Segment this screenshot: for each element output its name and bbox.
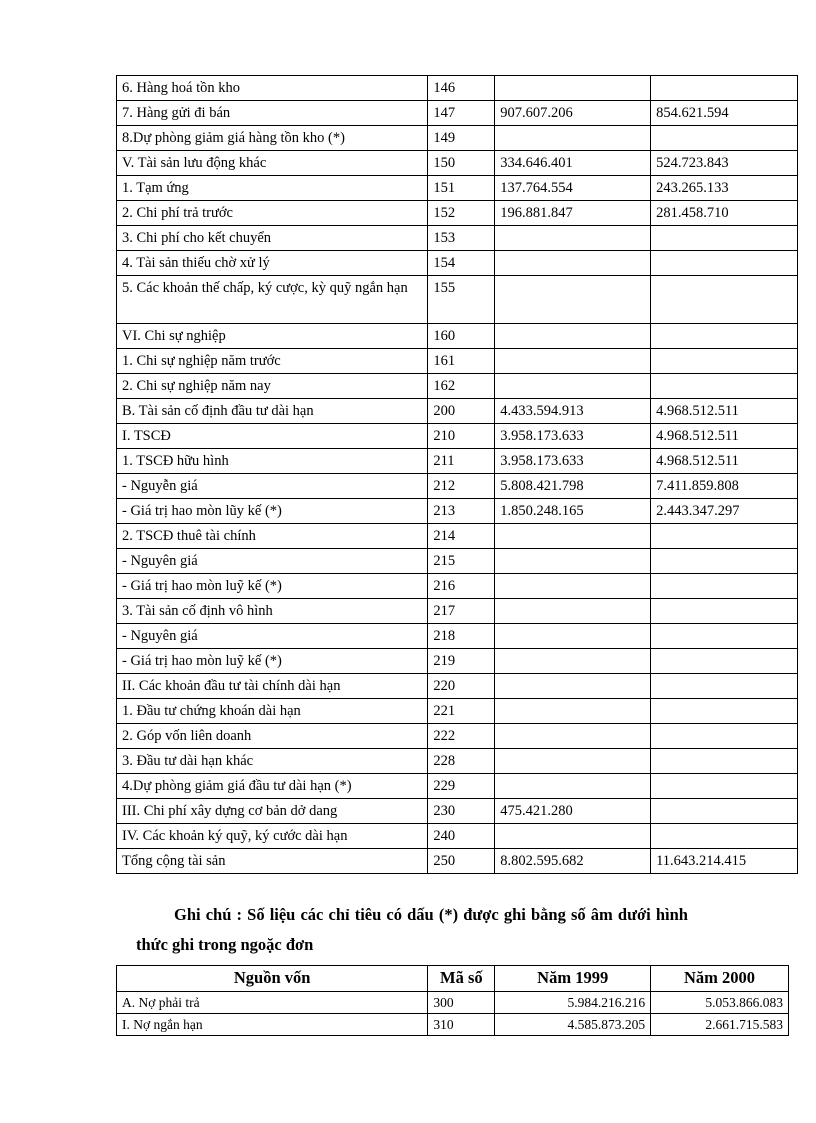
assets-table-body [117,76,798,874]
value-1999 [495,599,651,624]
value-1999 [495,674,651,699]
table-row [117,201,798,226]
row-label: 2. Góp vốn liên doanh [117,724,428,749]
value-2000 [651,649,798,674]
row-label: V. Tài sản lưu động khác [117,151,428,176]
value-1999: 5.808.421.798 [495,474,651,499]
value-2000: 854.621.594 [651,101,798,126]
value-2000 [651,524,798,549]
table-row [117,226,798,251]
value-1999: 1.850.248.165 [495,499,651,524]
capital-sources-body [117,992,789,1036]
row-code: 216 [428,574,495,599]
row-label: III. Chi phí xây dựng cơ bản dở dang [117,799,428,824]
row-label: 3. Đầu tư dài hạn khác [117,749,428,774]
header-row [117,966,789,992]
value-2000: 5.053.866.083 [651,992,789,1014]
table-row [117,524,798,549]
row-label: - Nguyên giá [117,549,428,574]
value-2000 [651,674,798,699]
table-row [117,324,798,349]
table-row [117,176,798,201]
table-row [117,624,798,649]
row-label: IV. Các khoản ký quỹ, ký cước dài hạn [117,824,428,849]
row-code: 300 [428,992,495,1014]
value-1999 [495,349,651,374]
value-2000 [651,699,798,724]
value-1999 [495,324,651,349]
row-label: 5. Các khoản thế chấp, ký cược, kỳ quỹ ngắn hạn [117,276,428,324]
row-code: 310 [428,1014,495,1036]
assets-table [116,75,798,874]
table-row [117,101,798,126]
value-2000 [651,76,798,101]
table-row [117,649,798,674]
value-1999 [495,749,651,774]
value-2000 [651,324,798,349]
row-label: A. Nợ phải trả [117,992,428,1014]
value-2000: 2.443.347.297 [651,499,798,524]
footnote [136,900,746,960]
value-1999 [495,624,651,649]
table-row [117,749,798,774]
row-label: 1. Tạm ứng [117,176,428,201]
row-code: 149 [428,126,495,151]
row-code: 240 [428,824,495,849]
table-row [117,276,798,324]
value-1999 [495,549,651,574]
table-row [117,251,798,276]
value-2000 [651,624,798,649]
table-row [117,151,798,176]
row-label: 2. TSCĐ thuê tài chính [117,524,428,549]
value-1999 [495,774,651,799]
table-row [117,774,798,799]
row-label: VI. Chi sự nghiệp [117,324,428,349]
table-row [117,799,798,824]
value-2000 [651,799,798,824]
value-2000: 2.661.715.583 [651,1014,789,1036]
value-2000 [651,774,798,799]
row-label: II. Các khoản đầu tư tài chính dài hạn [117,674,428,699]
row-code: 213 [428,499,495,524]
value-1999 [495,226,651,251]
table-row [117,699,798,724]
row-code: 162 [428,374,495,399]
row-label: 1. Đầu tư chứng khoán dài hạn [117,699,428,724]
row-code: 150 [428,151,495,176]
capital-sources-table [116,965,789,1036]
row-code: 154 [428,251,495,276]
header-year-1999: Năm 1999 [495,966,651,992]
value-1999 [495,699,651,724]
value-2000: 4.968.512.511 [651,449,798,474]
header-code: Mã số [428,966,495,992]
value-2000 [651,824,798,849]
value-1999: 196.881.847 [495,201,651,226]
row-label: Tổng cộng tài sản [117,849,428,874]
row-code: 160 [428,324,495,349]
row-label: - Giá trị hao mòn luỹ kế (*) [117,574,428,599]
table-row [117,399,798,424]
row-label: I. TSCĐ [117,424,428,449]
row-code: 200 [428,399,495,424]
value-2000: 524.723.843 [651,151,798,176]
row-label: - Nguyễn giá [117,474,428,499]
value-2000: 4.968.512.511 [651,424,798,449]
value-1999: 137.764.554 [495,176,651,201]
row-code: 219 [428,649,495,674]
table-row [117,499,798,524]
table-row [117,449,798,474]
row-code: 152 [428,201,495,226]
row-code: 211 [428,449,495,474]
row-code: 151 [428,176,495,201]
value-1999 [495,276,651,324]
table-row [117,126,798,151]
row-code: 214 [428,524,495,549]
value-1999 [495,824,651,849]
value-2000: 281.458.710 [651,201,798,226]
value-2000 [651,574,798,599]
value-1999 [495,649,651,674]
table-row [117,599,798,624]
value-1999 [495,724,651,749]
table-row [117,724,798,749]
row-label: - Giá trị hao mòn lũy kế (*) [117,499,428,524]
row-label: 3. Chi phí cho kết chuyển [117,226,428,251]
row-code: 221 [428,699,495,724]
table-row [117,674,798,699]
row-label: 2. Chi sự nghiệp năm nay [117,374,428,399]
value-2000: 11.643.214.415 [651,849,798,874]
header-source: Nguồn vốn [117,966,428,992]
footnote-line-1: Ghi chú : Số liệu các chỉ tiêu có dấu (*) được ghi bằng số âm dưới hình [174,905,688,924]
value-1999: 4.433.594.913 [495,399,651,424]
value-2000 [651,349,798,374]
row-code: 217 [428,599,495,624]
row-code: 250 [428,849,495,874]
value-2000 [651,599,798,624]
row-label: 7. Hàng gửi đi bán [117,101,428,126]
value-1999: 4.585.873.205 [495,1014,651,1036]
value-1999: 475.421.280 [495,799,651,824]
row-code: 228 [428,749,495,774]
row-label: 1. Chi sự nghiệp năm trước [117,349,428,374]
value-1999 [495,574,651,599]
table-row [117,849,798,874]
value-1999: 907.607.206 [495,101,651,126]
row-code: 229 [428,774,495,799]
value-2000 [651,724,798,749]
table-row [117,574,798,599]
row-label: 6. Hàng hoá tồn kho [117,76,428,101]
row-label: B. Tài sản cố định đầu tư dài hạn [117,399,428,424]
row-code: 210 [428,424,495,449]
table-row [117,76,798,101]
row-code: 155 [428,276,495,324]
value-2000 [651,251,798,276]
value-2000 [651,749,798,774]
table-row [117,824,798,849]
table-row [117,374,798,399]
row-label: - Nguyên giá [117,624,428,649]
row-code: 220 [428,674,495,699]
header-year-2000: Năm 2000 [651,966,789,992]
value-1999: 334.646.401 [495,151,651,176]
value-2000: 243.265.133 [651,176,798,201]
value-2000: 4.968.512.511 [651,399,798,424]
table-row [117,424,798,449]
row-code: 212 [428,474,495,499]
value-2000: 7.411.859.808 [651,474,798,499]
row-label: I. Nợ ngắn hạn [117,1014,428,1036]
value-1999: 3.958.173.633 [495,424,651,449]
row-label: - Giá trị hao mòn luỹ kế (*) [117,649,428,674]
value-2000 [651,226,798,251]
row-label: 4. Tài sản thiếu chờ xử lý [117,251,428,276]
row-code: 215 [428,549,495,574]
row-code: 153 [428,226,495,251]
value-2000 [651,126,798,151]
row-code: 147 [428,101,495,126]
value-1999: 3.958.173.633 [495,449,651,474]
row-code: 218 [428,624,495,649]
value-2000 [651,276,798,324]
table-row [117,992,789,1014]
value-1999 [495,126,651,151]
row-label: 4.Dự phòng giảm giá đầu tư dài hạn (*) [117,774,428,799]
value-1999 [495,374,651,399]
value-1999: 5.984.216.216 [495,992,651,1014]
table-row [117,474,798,499]
value-1999 [495,524,651,549]
value-2000 [651,374,798,399]
value-1999 [495,76,651,101]
footnote-line-2: thức ghi trong ngoặc đơn [136,935,314,954]
row-code: 230 [428,799,495,824]
row-label: 8.Dự phòng giảm giá hàng tồn kho (*) [117,126,428,151]
row-label: 3. Tài sản cố định vô hình [117,599,428,624]
value-1999 [495,251,651,276]
row-code: 222 [428,724,495,749]
table-row [117,349,798,374]
row-label: 2. Chi phí trả trước [117,201,428,226]
row-code: 161 [428,349,495,374]
row-code: 146 [428,76,495,101]
row-label: 1. TSCĐ hữu hình [117,449,428,474]
value-1999: 8.802.595.682 [495,849,651,874]
table-row [117,1014,789,1036]
table-row [117,549,798,574]
value-2000 [651,549,798,574]
